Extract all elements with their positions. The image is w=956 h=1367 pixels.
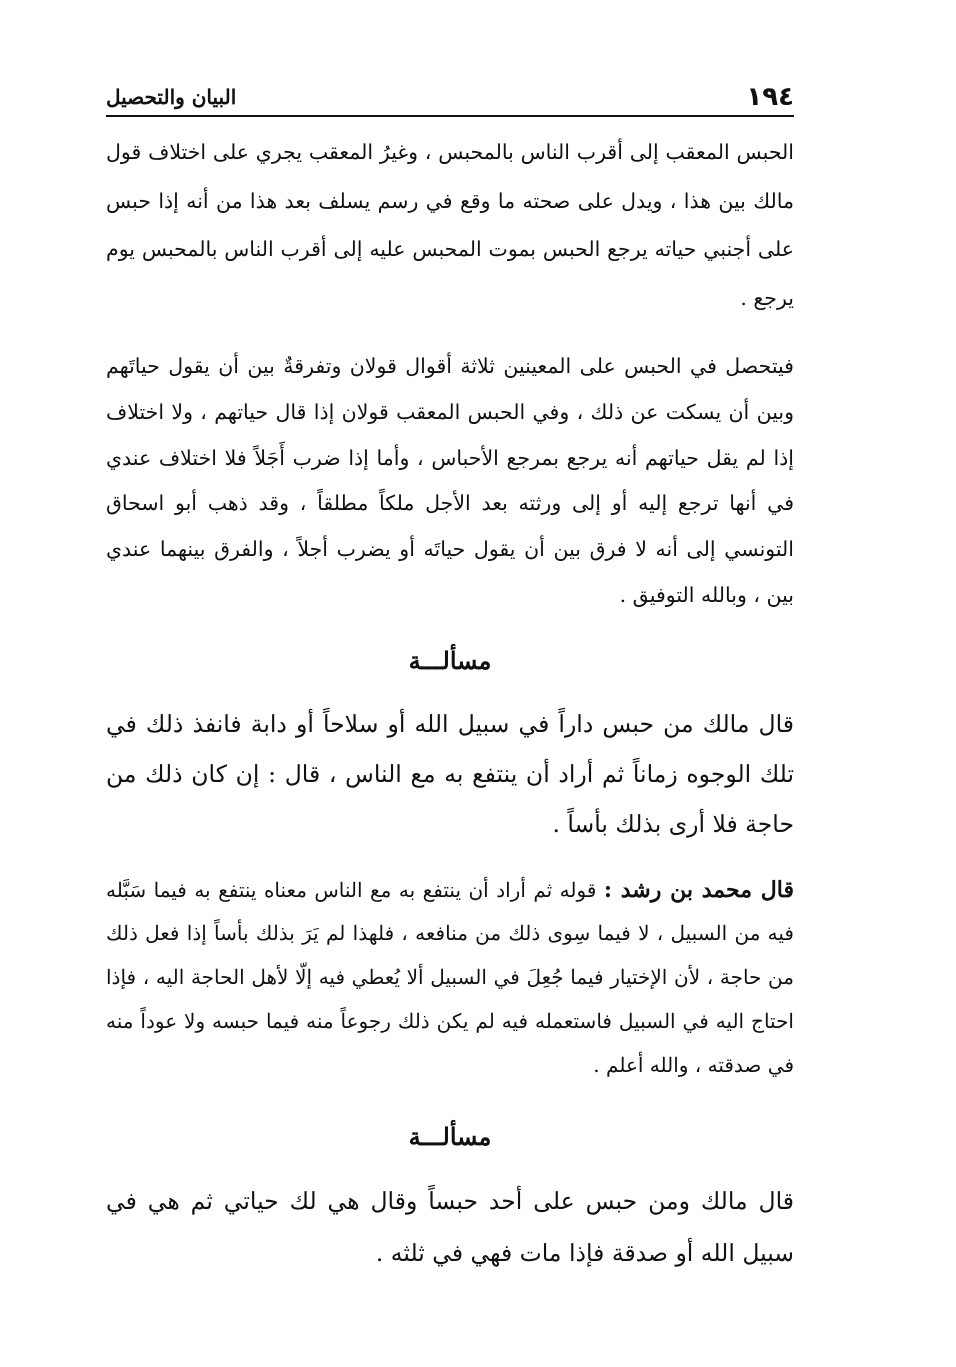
paragraph: الحبس المعقب إلى أقرب الناس بالمحبس ، وغيرُ المعقب يجري على اختلاف قول مالك بين هذا ، ويدل على صحته ما وقع في رسم يسلف بعد هذا من أنه إذا حبس على أجنبي حياته يرجع الحبس بموت المحبس عليه إلى أقرب الناس بالمحبس يوم يرجع . [106,140,794,310]
page-header [106,78,794,112]
section-heading: مسألـــة [408,645,492,675]
paragraph: فيتحصل في الحبس على المعينين ثلاثة أقوال قولان وتفرقةٌ بين أن يقول حياتَهم وبين أن يسكت عن ذلك ، وفي الحبس المعقب قولان إذا قال حياتهم ، ولا اختلاف إذا لم يقل حياتهم أنه يرجع بمرجع الأحباس ، وأما إذا ضرب أَجَلاً فلا اختلاف عندي في أنها ترجع إليه أو إلى ورثته بعد الأجل ملكاً مطلقاً ، وقد ذهب أبو اسحاق التونسي إلى أنه لا فرق بين أن يقول حياتَه أو يضرب أجلاً ، والفرق بينهما عندي بين ، وبالله التوفيق . [106,354,794,607]
commentary-text: قوله ثم أراد أن ينتفع به مع الناس معناه ينتفع به فيما سَبَّله فيه من السبيل ، لا فيما سِوى ذلك من منافعه ، فلهذا لم يَرَ بذلك بأساً إذا فعل ذلك من حاجة ، لأن الإختيار فيما جُعِلَ في السبيل ألا يُعطي فيه إلّا لأهل الحاجة اليه ، فإذا احتاج اليه في السبيل فاستعمله فيه لم يكن ذلك رجوعاً منه فيما حبسه ولا عوداً منه في صدقته ، والله أعلم . [106,877,794,1077]
question-paragraph: قال مالك من حبس داراً في سبيل الله أو سلاحاً أو دابة فانفذ ذلك في تلك الوجوه زماناً ثم أراد أن ينتفع به مع الناس ، قال : إن كان ذلك من حاجة فلا أرى بذلك بأساً . [106,709,794,838]
header-rule [106,115,794,117]
page-number: ١٩٤ [746,82,794,112]
commentary-paragraph [106,869,794,1088]
question-paragraph: قال مالك ومن حبس على أحد حبساً وقال هي لك حياتي ثم هي في سبيل الله أو صدقة فإذا مات فهي في ثلثه . [106,1187,794,1268]
commentary-lead: قال محمد بن رشد : [603,876,794,903]
page-body [106,128,794,1279]
section-heading: مسألـــة [408,1122,492,1152]
running-title: البيان والتحصيل [106,85,237,109]
